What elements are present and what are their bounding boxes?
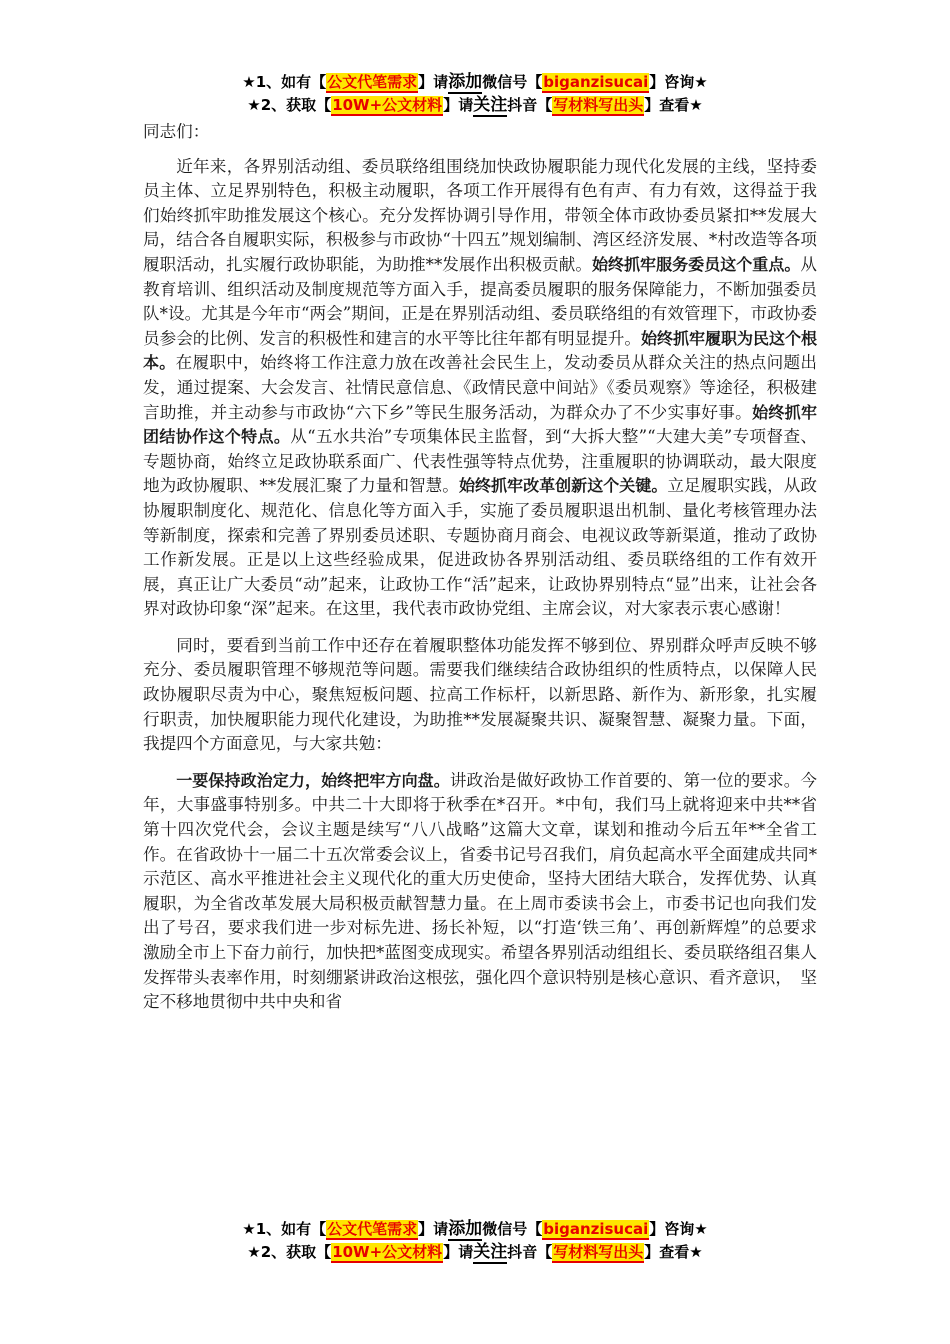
promo-text: ★1、如有【 [242,73,327,91]
promo-text: 】查看★ [644,1243,703,1261]
promo-douyin-account: 写材料写出头 [553,1243,644,1261]
promo-text: ★1、如有【 [242,1220,327,1238]
salutation: 同志们： [143,122,210,141]
promo-douyin-account: 写材料写出头 [553,96,644,114]
promo-line-2 [0,94,950,117]
promo-text: 】请 [418,1220,449,1238]
paragraph-text: 近年来，各界别活动组、委员联络组围绕加快政协履职能力现代化发展的主线，坚持委员主体、立足界别特色，积极主动履职，各项工作开展得有色有声、有力有效，这得益于我们始终抓牢助推发展这个核心。充分发挥协调引导作用，带领全体市政协委员紧扣**发展大局，结合各自履职实际，积极参与市政协“十四五”规划编制、湾区经济发展、*村改造等各项履职活动，扎实履行政协职能，为助推**发展作出积极贡献。 [143,156,817,274]
promo-text: ★2、获取【 [247,1243,332,1261]
promo-text: 】请 [443,96,474,114]
promo-highlight: 10W+公文材料 [332,1243,443,1261]
promo-wechat-id: biganzisucai [543,73,649,91]
paragraph-text: 在履职中，始终将工作注意力放在改善社会民生上，发动委员从群众关注的热点问题出发，通过提案、大会发言、社情民意信息、《政情民意中间站》《委员观察》等途径，积极建言助推，并主动参与市政协“六下乡”等民生服务活动，为群众办了不少实事好事。 [143,353,817,422]
header-promo-banner [0,71,950,117]
promo-text: 抖音【 [507,1243,553,1261]
promo-text: 】请 [443,1243,474,1261]
bold-heading: 始终抓牢改革创新这个关键。 [458,476,668,496]
promo-emphasis: 关注 [473,95,508,115]
promo-text: 】咨询★ [649,73,708,91]
document-body [143,120,817,1027]
promo-text: 抖音【 [507,96,553,114]
promo-text: 】请 [418,73,449,91]
promo-emphasis: 添加 [448,1219,483,1239]
footer-promo-banner [0,1218,950,1264]
promo-emphasis: 添加 [448,72,483,92]
promo-text: 微信号【 [482,1220,543,1238]
promo-highlight: 公文代笔需求 [327,1220,418,1238]
bold-heading: 始终抓牢履职为民这个根本。 [143,328,817,373]
promo-text: ★2、获取【 [247,96,332,114]
paragraph-text: 从教育培训、组织活动及制度规范等方面入手，提高委员履职的服务保障能力，不断加强委员队*设。尤其是今年市“两会”期间，正是在界别活动组、委员联络组的有效管理下，市政协委员参会的比例、发言的积极性和建言的水平等比往年都有明显提升。 [143,254,817,348]
bold-heading: 一要保持政治定力，始终把牢方向盘。 [176,770,450,790]
promo-text: 】查看★ [644,96,703,114]
promo-highlight: 10W+公文材料 [332,96,443,114]
promo-wechat-id: biganzisucai [543,1220,649,1238]
paragraph-text: 从“五水共治”专项集体民主监督，到“大拆大整”“大建大美”专项督查、专题协商，始终立足政协联系面广、代表性强等特点优势，注重履职的协调联动，最大限度地为政协履职、**发展汇聚了力量和智慧。 [143,427,817,496]
promo-emphasis: 关注 [473,1242,508,1262]
paragraph-2: 同时，要看到当前工作中还存在着履职整体功能发挥不够到位、界别群众呼声反映不够充分、委员履职管理不够规范等问题。需要我们继续结合政协组织的性质特点，以保障人民政协履职尽责为中心，聚焦短板问题、拉高工作标杆，以新思路、新作为、新形象，扎实履行职责，加快履职能力现代化建设，为助推**发展凝聚共识、凝聚智慧、凝聚力量。下面，我提四个方面意见，与大家共勉： [143,635,817,754]
promo-line-1 [0,71,950,94]
promo-text: 微信号【 [482,73,543,91]
promo-line-1 [0,1218,950,1241]
promo-line-2 [0,1241,950,1264]
promo-highlight: 公文代笔需求 [327,73,418,91]
paragraph-3 [143,769,817,1015]
bold-heading: 始终抓牢团结协作这个特点。 [143,402,817,447]
bold-heading: 始终抓牢服务委员这个重点。 [591,254,801,274]
paragraph-1 [143,155,817,622]
paragraph-text: 讲政治是做好政协工作首要的、第一位的要求。今年，大事盛事特别多。中共二十大即将于秋季在*召开。*中旬，我们马上就将迎来中共**省第十四次党代会，会议主题是续写“八八战略”这篇大文章，谋划和推动今后五年**全省工作。在省政协十一届二十五次常委会议上，省委书记号召我们，肩负起高水平全面建成共同*示范区、高水平推进社会主义现代化的重大历史使命，坚持大团结大联合，发挥优势、认真履职，为全省改革发展大局积极贡献智慧力量。在上周市委读书会上，市委书记也向我们发出了号召，要求我们进一步对标先进、扬长补短，以“打造‘铁三角’、再创新辉煌”的总要求激励全市上下奋力前行，加快把*蓝图变成现实。希望各界别活动组组长、委员联络组召集人发挥带头表率作用，时刻绷紧讲政治这根弦，强化四个意识特别是核心意识、看齐意识， 坚定不移地贯彻中共中央和省 [143,770,817,1012]
paragraph-text: 立足履职实践，从政协履职制度化、规范化、信息化等方面入手，实施了委员履职退出机制、量化考核管理办法等新制度，探索和完善了界别委员述职、专题协商月商会、电视议政等新渠道，推动了政协工作新发展。正是以上这些经验成果，促进政协各界别活动组、委员联络组的工作有效开展，真正让广大委员“动”起来，让政协工作“活”起来，让政协界别特点“显”出来，让社会各界对政协印象“深”起来。在这里，我代表市政协党组、主席会议，对大家表示衷心感谢！ [143,476,818,619]
promo-text: 】咨询★ [649,1220,708,1238]
